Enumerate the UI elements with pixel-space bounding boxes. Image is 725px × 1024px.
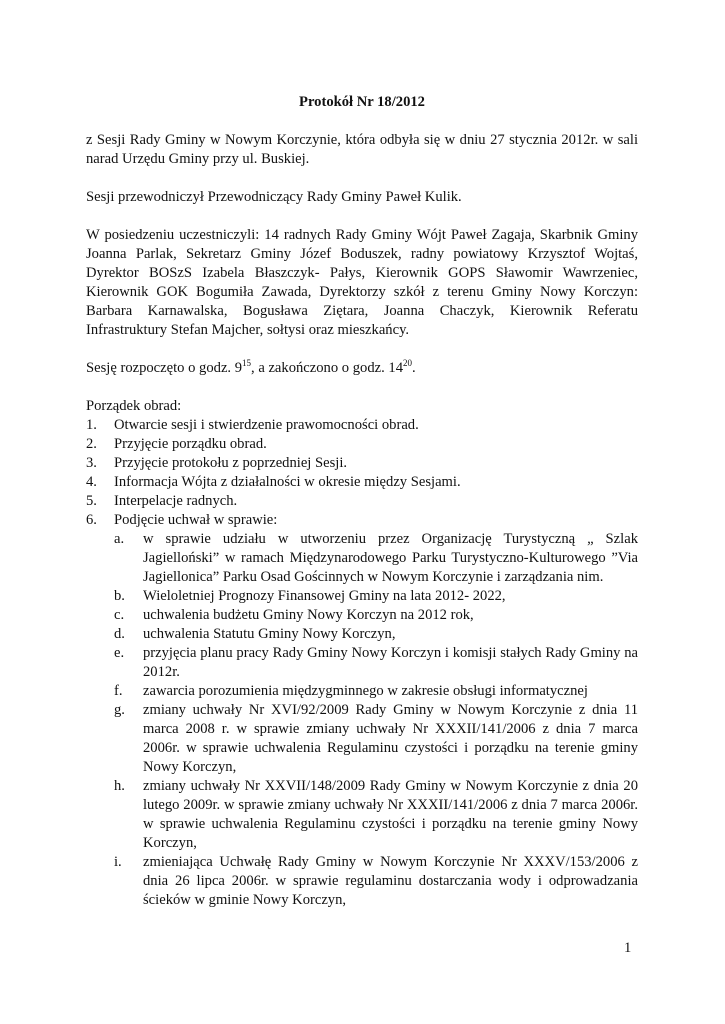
resolution-letter: b. — [114, 588, 125, 604]
resolutions-sublist — [114, 530, 638, 910]
resolution-text: zmieniająca Uchwałę Rady Gminy w Nowym Korczynie Nr XXXV/153/2006 z dnia 26 lipca 2006r. w sprawie regulaminu dostarczania wody i odprowadzania ścieków w gminie Nowy Korczyn, — [143, 854, 638, 908]
agenda-item — [86, 454, 638, 473]
time-middle: , a zakończono o godz. 14 — [251, 360, 403, 376]
agenda-heading: Porządek obrad: — [86, 398, 182, 414]
attendance-paragraph: W posiedzeniu uczestniczyli: 14 radnych Rady Gminy Wójt Paweł Zagaja, Skarbnik Gminy Joanna Parlak, Sekretarz Gminy Józef Boduszek, radny powiatowy Krzysztof Wojtaś, Dyrektor BOSzS Izabela Błaszczyk- Pałys, Kierownik GOPS Sławomir Wawrzeniec, Kierownik GOK Bogumiła Zawada, Dyrektorzy szkół z terenu Gminy Nowy Korczyn: Barbara Karnawalska, Bogusława Ziętara, Joanna Chaczyk, Kierownik Referatu Infrastruktury Stefan Majcher, sołtysi oraz mieszkańcy. — [86, 227, 638, 338]
resolution-item — [114, 682, 638, 701]
resolution-letter: h. — [114, 778, 125, 794]
agenda-list — [86, 416, 638, 910]
agenda-item — [86, 435, 638, 454]
resolution-item — [114, 701, 638, 777]
resolution-letter: e. — [114, 645, 125, 661]
document-body — [86, 93, 638, 910]
resolution-item — [114, 853, 638, 910]
resolution-letter: g. — [114, 702, 125, 718]
resolution-text: zmiany uchwały Nr XVI/92/2009 Rady Gminy w Nowym Korczynie z dnia 11 marca 2008 r. w sprawie zmiany uchwały Nr XXXII/141/2006 z dnia 7 marca 2006r. w sprawie uchwalenia Regulaminu czystości i porządku na terenie gminy Nowy Korczyn, — [143, 702, 638, 775]
end-minutes: 20 — [403, 358, 412, 369]
resolution-item — [114, 777, 638, 853]
resolution-text: Wieloletniej Prognozy Finansowej Gminy na lata 2012- 2022, — [143, 588, 506, 604]
agenda-item-text: Informacja Wójta z działalności w okresie między Sesjami. — [114, 474, 461, 490]
agenda-item-number: 4. — [86, 474, 97, 490]
resolution-text: uchwalenia budżetu Gminy Nowy Korczyn na 2012 rok, — [143, 607, 474, 623]
agenda-item — [86, 511, 638, 910]
agenda-item-number: 6. — [86, 512, 97, 528]
time-suffix: . — [412, 360, 416, 376]
resolution-text: zawarcia porozumienia międzygminnego w zakresie obsługi informatycznej — [143, 683, 588, 699]
agenda-item-number: 5. — [86, 493, 97, 509]
resolution-item — [114, 644, 638, 682]
agenda-item-number: 2. — [86, 436, 97, 452]
resolution-item — [114, 587, 638, 606]
start-minutes: 15 — [242, 358, 252, 369]
resolution-text: przyjęcia planu pracy Rady Gminy Nowy Korczyn i komisji stałych Rady Gminy na 2012r. — [143, 645, 638, 680]
resolution-text: zmiany uchwały Nr XXVII/148/2009 Rady Gminy w Nowym Korczynie z dnia 20 lutego 2009r. w sprawie zmiany uchwały Nr XXXII/141/2006 z dnia 7 marca 2006r. w sprawie uchwalenia Regulaminu czystości i porządku na terenie gminy Nowy Korczyn, — [143, 778, 638, 851]
agenda-item — [86, 416, 638, 435]
time-prefix: Sesję rozpoczęto o godz. 9 — [86, 360, 243, 376]
resolution-text: uchwalenia Statutu Gminy Nowy Korczyn, — [143, 626, 396, 642]
agenda-item-text: Przyjęcie porządku obrad. — [114, 436, 267, 452]
resolution-letter: i. — [114, 854, 122, 870]
agenda-item — [86, 473, 638, 492]
resolution-letter: d. — [114, 626, 125, 642]
resolution-letter: a. — [114, 531, 125, 547]
resolution-item — [114, 606, 638, 625]
chair-paragraph: Sesji przewodniczył Przewodniczący Rady Gminy Paweł Kulik. — [86, 189, 462, 205]
resolution-item — [114, 625, 638, 644]
agenda-item-number: 1. — [86, 417, 97, 433]
resolution-letter: c. — [114, 607, 125, 623]
resolution-item — [114, 530, 638, 587]
session-time-paragraph — [86, 359, 638, 378]
document-title: Protokół Nr 18/2012 — [299, 94, 425, 110]
agenda-item-text: Interpelacje radnych. — [114, 493, 238, 509]
agenda-item — [86, 492, 638, 511]
agenda-item-number: 3. — [86, 455, 97, 471]
agenda-item-text: Podjęcie uchwał w sprawie: — [114, 512, 278, 528]
resolution-text: w sprawie udziału w utworzeniu przez Organizację Turystyczną „ Szlak Jagielloński” w ramach Międzynarodowego Parku Turystyczno-Kulturowego ”Via Jagiellonica” Parku Osad Gościnnych w Nowym Korczynie i zarządzania nim. — [143, 531, 638, 585]
intro-paragraph: z Sesji Rady Gminy w Nowym Korczynie, która odbyła się w dniu 27 stycznia 2012r. w sali narad Urzędu Gminy przy ul. Buskiej. — [86, 132, 638, 167]
agenda-item-text: Przyjęcie protokołu z poprzedniej Sesji. — [114, 455, 348, 471]
page-number: 1 — [624, 940, 632, 956]
resolution-letter: f. — [114, 683, 123, 699]
agenda-item-text: Otwarcie sesji i stwierdzenie prawomocności obrad. — [114, 417, 419, 433]
